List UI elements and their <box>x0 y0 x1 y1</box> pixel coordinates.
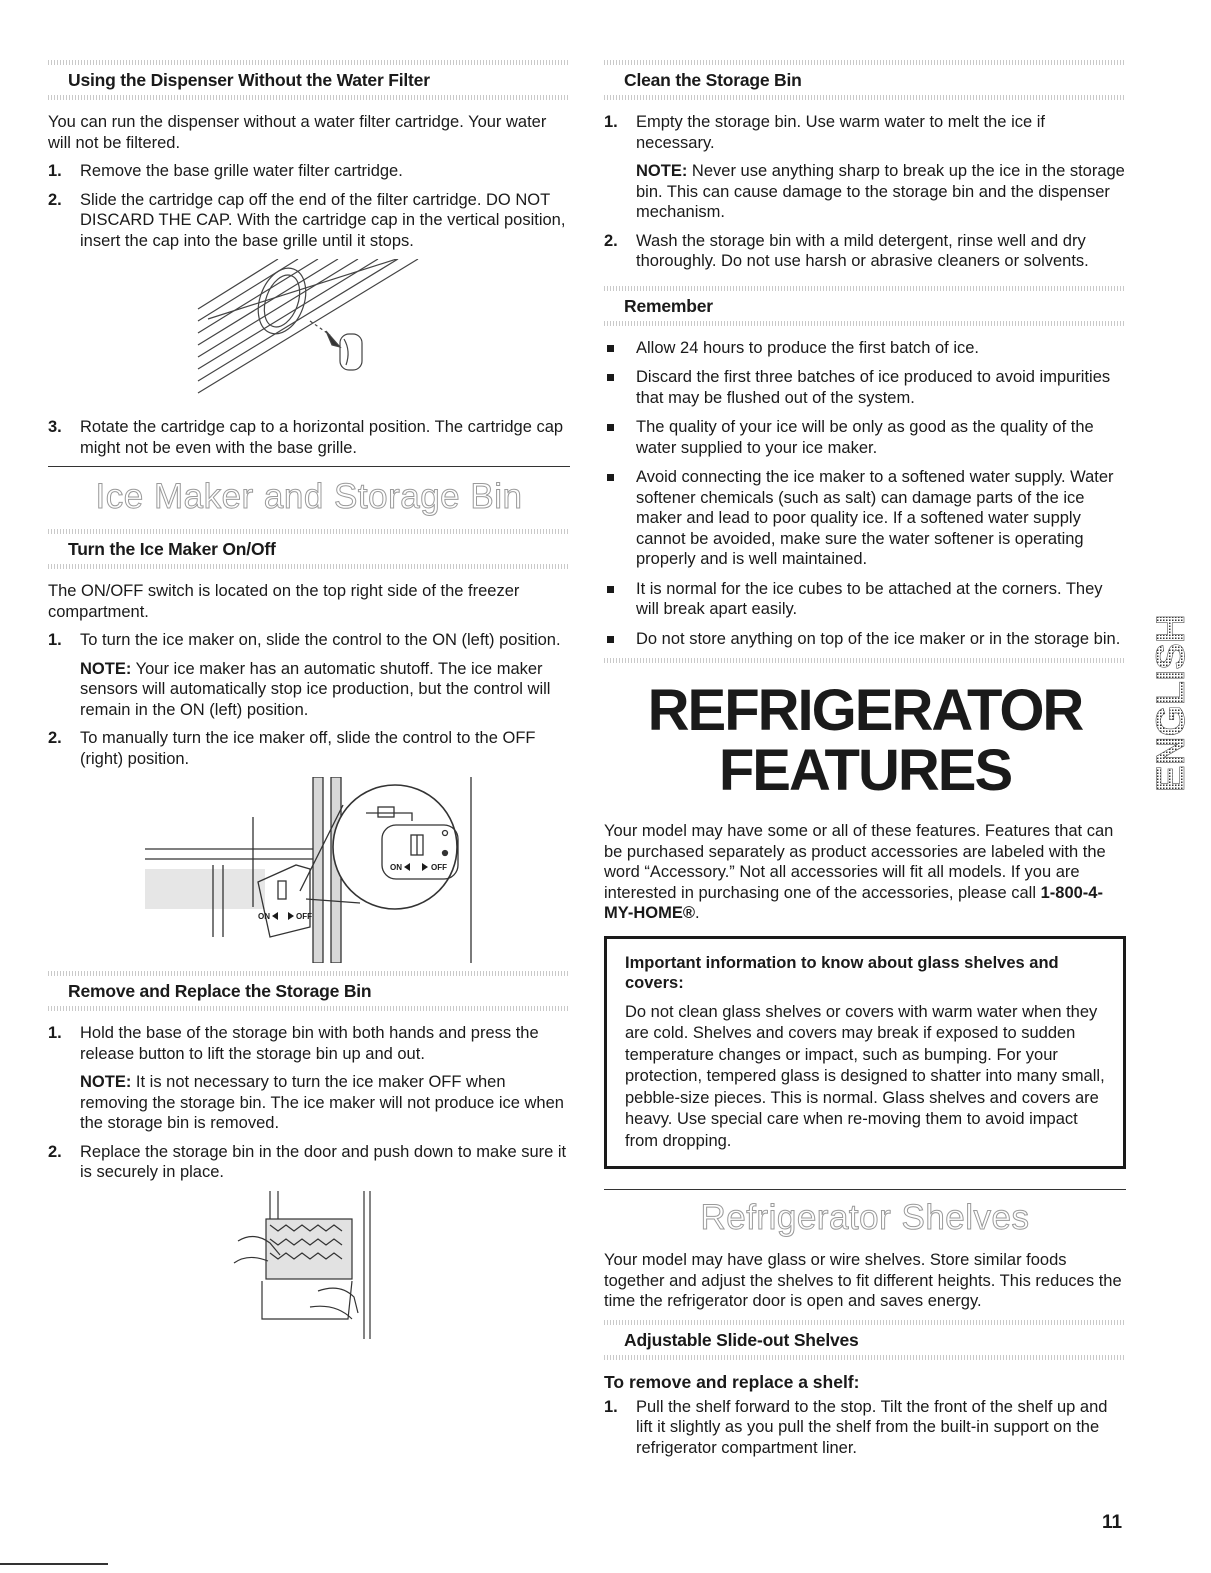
divider <box>48 466 570 467</box>
section-title: Using the Dispenser Without the Water Filter <box>68 70 430 90</box>
section-title: Remove and Replace the Storage Bin <box>68 981 372 1001</box>
ice-maker-switch-illustration <box>48 777 570 963</box>
section-title: Turn the Ice Maker On/Off <box>68 539 276 559</box>
section-title: Adjustable Slide-out Shelves <box>624 1329 859 1350</box>
list-item: 3. Rotate the cartridge cap to a horizontal position. The cartridge cap might not be even with the base grille. <box>48 418 564 457</box>
list-item: 1. To turn the ice maker on, slide the control to the ON (left) position. <box>48 631 561 649</box>
section-title: Remember <box>624 295 713 316</box>
note: NOTE: It is not necessary to turn the ice maker OFF when removing the storage bin. The ice maker will not produce ice when the storage bin is removed. <box>80 1073 564 1132</box>
paragraph: The ON/OFF switch is located on the top right side of the freezer compartment. <box>48 582 520 621</box>
list-item: 1. Pull the shelf forward to the stop. Tilt the front of the shelf up and lift it slightly as you pull the shelf from the built-in support on the refrigerator compartment liner. <box>604 1397 1108 1457</box>
list-item: It is normal for the ice cubes to be attached at the corners. They will break apart easily. <box>604 579 1126 620</box>
footer-rule <box>0 1563 108 1565</box>
list-item: The quality of your ice will be only as good as the quality of the water supplied to your ice maker. <box>604 417 1126 458</box>
left-column <box>48 60 570 1347</box>
chapter-subtitle: Ice Maker and Storage Bin <box>95 477 523 516</box>
paragraph: Your model may have glass or wire shelves. Store similar foods together and adjust the shelves to fit different heights. This reduces the time the refrigerator door is open and saves energy. <box>604 1251 1122 1310</box>
list-item: 2. Slide the cartridge cap off the end of the filter cartridge. DO NOT DISCARD THE CAP. With the cartridge cap in the vertical position, insert the cap into the base grille until it stops. <box>48 190 566 250</box>
warning-heading: Important information to know about glass shelves and covers: <box>625 953 1059 992</box>
svg-text:ON: ON <box>390 863 402 872</box>
phone-number: 1-800-4-MY-HOME® <box>604 883 1103 922</box>
list-item: 2. Wash the storage bin with a mild detergent, rinse well and dry thoroughly. Do not use harsh or abrasive cleaners or solvents. <box>604 231 1089 270</box>
list-item: 2. Replace the storage bin in the door and push down to make sure it is securely in place. <box>48 1142 567 1181</box>
list-item: 2. To manually turn the ice maker off, slide the control to the OFF (right) position. <box>48 729 536 768</box>
section-header-remember <box>604 286 1126 326</box>
language-side-tab <box>1152 566 1192 794</box>
section-title: Clean the Storage Bin <box>624 70 802 90</box>
chapter-title: REFRIGERATOR FEATURES <box>647 678 1083 803</box>
svg-text:OFF: OFF <box>296 912 312 921</box>
divider <box>604 1189 1126 1190</box>
chapter-subtitle: Refrigerator Shelves <box>700 1198 1030 1237</box>
list-item: 1. Hold the base of the storage bin with both hands and press the release button to lift the storage bin up and out. <box>48 1024 539 1063</box>
warning-body: Do not clean glass shelves or covers with warm water when they are cold. Shelves and covers may break if exposed to sudden temperature changes or impact, such as bumping. For your protection, tempered glass is designed to shatter into many small, pebble-size pieces. This is normal. Glass shelves and covers are heavy. Use special care when re-moving them to avoid impact from dropping. <box>625 1002 1105 1150</box>
page-number: 11 <box>1102 1512 1123 1533</box>
section-header-dispenser-no-filter <box>48 60 570 100</box>
list-item: Allow 24 hours to produce the first batch of ice. <box>604 338 1126 359</box>
section-header-clean-storage-bin <box>604 60 1126 100</box>
list-item: Do not store anything on top of the ice maker or in the storage bin. <box>604 629 1126 650</box>
subheading: To remove and replace a shelf: <box>604 1371 860 1392</box>
paragraph: You can run the dispenser without a water filter cartridge. Your water will not be filtered. <box>48 113 547 152</box>
svg-text:ON: ON <box>258 912 270 921</box>
paragraph: Your model may have some or all of these features. Features that can be purchased separately as product accessories are labeled with the word “Accessory.” Not all accessories will fit all models. If you are interested in purchasing one of the accessories, please call 1-800-4-MY-HOME®. <box>604 822 1114 922</box>
section-header-ice-maker-on-off <box>48 529 570 569</box>
divider <box>604 658 1126 663</box>
right-column <box>604 60 1126 1466</box>
svg-text:ENGLISH: ENGLISH <box>1152 614 1192 792</box>
storage-bin-illustration <box>48 1191 570 1339</box>
list-item: Avoid connecting the ice maker to a softened water supply. Water softener chemicals (such as salt) can damage parts of the ice maker and lead to poor quality ice. If a softened water supply cannot be avoided, make sure the water softener is operating properly and is well maintained. <box>604 467 1126 570</box>
list-item: 1. Empty the storage bin. Use warm water to melt the ice if necessary. <box>604 113 1045 152</box>
svg-text:OFF: OFF <box>431 863 447 872</box>
note: NOTE: Never use anything sharp to break up the ice in the storage bin. This can cause damage to the storage bin and the dispenser mechanism. <box>636 162 1125 221</box>
list-item: Discard the first three batches of ice produced to avoid impurities that may be flushed out of the system. <box>604 367 1126 408</box>
warning-box <box>604 936 1126 1170</box>
note: NOTE: Your ice maker has an automatic shutoff. The ice maker sensors will automatically stop ice production, but the control will remain in the ON (left) position. <box>80 659 551 719</box>
filter-cap-illustration <box>48 259 570 409</box>
list-item: 1. Remove the base grille water filter cartridge. <box>48 162 403 180</box>
section-header-slide-out-shelves <box>604 1320 1126 1360</box>
section-header-storage-bin <box>48 971 570 1011</box>
